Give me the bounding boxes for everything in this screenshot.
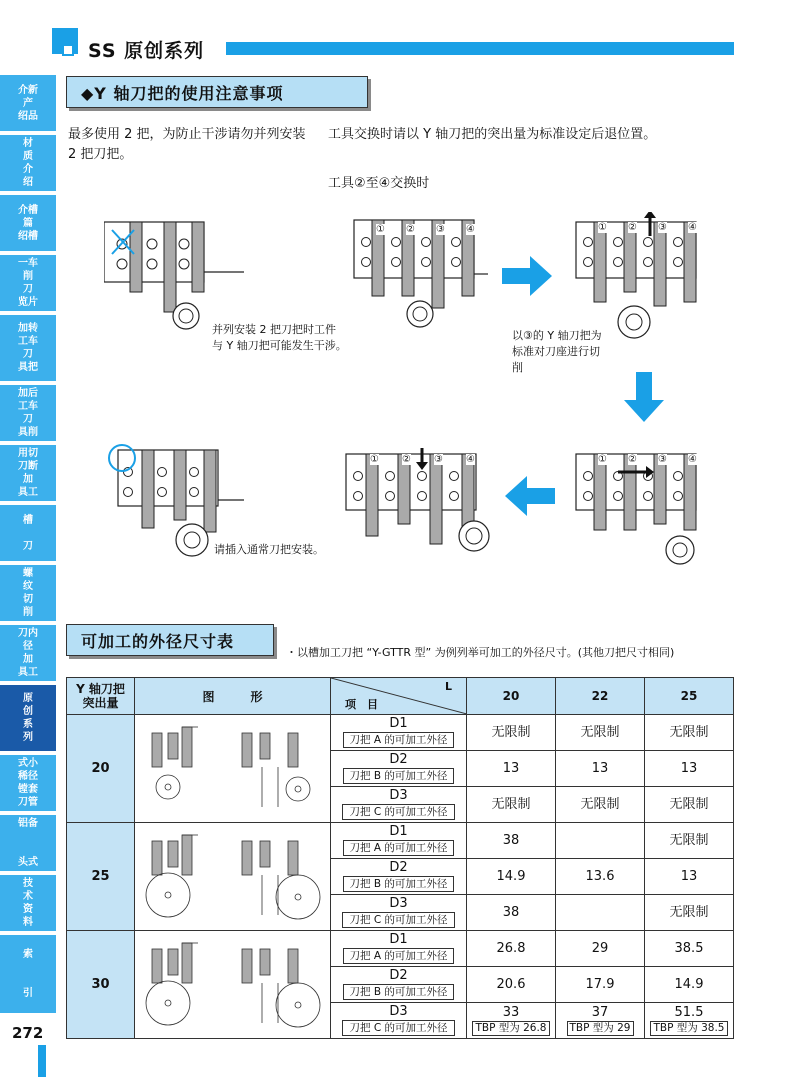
od-value-cell xyxy=(467,1003,556,1039)
sidebar-item-4[interactable]: 加转 工车 刀 具把 xyxy=(0,315,56,383)
item-description: 刀把 C 的可加工外径 xyxy=(342,1020,454,1036)
od-value-cell xyxy=(645,967,734,1003)
arrow-left xyxy=(505,476,555,520)
sidebar xyxy=(0,75,56,1035)
od-value-cell xyxy=(556,931,645,967)
sidebar-item-6[interactable]: 用切 刀断 加 具工 xyxy=(0,445,56,503)
arrow-right xyxy=(502,256,552,300)
item-code: D1 xyxy=(389,715,408,731)
slot-label: ② xyxy=(406,224,415,235)
item-cell xyxy=(331,931,467,967)
section-title-od-table: 可加工的外径尺寸表 xyxy=(66,624,274,656)
y-protrusion-value: 25 xyxy=(67,823,135,931)
od-value: 无限制 xyxy=(669,833,709,848)
header-size-25: 25 xyxy=(645,678,734,715)
od-value-cell xyxy=(645,1003,734,1039)
right-instruction-text: 工具交换时请以 Y 轴刀把的突出量为标准设定后退位置。 xyxy=(328,127,657,142)
item-description: 刀把 C 的可加工外径 xyxy=(342,912,454,928)
sidebar-item-1[interactable]: 材 质 介 绍 xyxy=(0,135,56,193)
od-value: 14.9 xyxy=(674,977,704,992)
sidebar-item-9[interactable]: 刀内 径 加 具工 xyxy=(0,625,56,683)
slot-label: ① xyxy=(598,222,607,233)
od-value-note: TBP 型为 26.8 xyxy=(472,1021,549,1036)
od-value-cell xyxy=(467,967,556,1003)
sidebar-item-8[interactable]: 螺 纹 切 削 xyxy=(0,565,56,623)
od-value: 33 xyxy=(502,1005,520,1020)
item-cell xyxy=(331,1003,467,1039)
od-value: 无限制 xyxy=(491,725,531,740)
od-value: 无限制 xyxy=(580,725,620,740)
od-value-cell xyxy=(556,1003,645,1039)
slot-label: ④ xyxy=(466,224,475,235)
slot-label: ③ xyxy=(434,454,443,465)
od-value: 37 xyxy=(591,1005,609,1020)
item-cell xyxy=(331,823,467,859)
item-cell xyxy=(331,787,467,823)
header-item: L 项 目 xyxy=(331,678,467,715)
od-value: 17.9 xyxy=(585,977,615,992)
od-value: 38 xyxy=(502,833,520,848)
slot-label: ① xyxy=(376,224,385,235)
od-value: 无限制 xyxy=(669,725,709,740)
slot-label: ③ xyxy=(436,224,445,235)
od-value-cell xyxy=(645,751,734,787)
od-value: 无限制 xyxy=(580,797,620,812)
header-y-protrusion: Y 轴刀把 突出量 xyxy=(67,678,135,715)
tool-layout-figure xyxy=(135,823,331,931)
sidebar-item-0[interactable]: 介新 产 绍品 xyxy=(0,75,56,133)
item-description: 刀把 A 的可加工外径 xyxy=(343,948,455,964)
header-figure: 图 形 xyxy=(135,678,331,715)
slot-label: ④ xyxy=(688,454,697,465)
sidebar-item-10[interactable]: 原 创 系 列 xyxy=(0,685,56,753)
sidebar-item-12[interactable]: 铝备 头式 xyxy=(0,815,56,873)
page-title: SS 原创系列 xyxy=(88,40,205,62)
od-value-cell xyxy=(645,895,734,931)
note-normal: 请插入通常刀把安装。 xyxy=(214,543,324,556)
od-value-cell xyxy=(556,859,645,895)
slot-label: ④ xyxy=(688,222,697,233)
item-code: D3 xyxy=(389,1003,408,1019)
od-value-cell xyxy=(645,931,734,967)
table-note: ・以槽加工刀把 “Y-GTTR 型” 为例列举可加工的外径尺寸。(其他刀把尺寸相同) xyxy=(286,646,675,659)
sidebar-item-14[interactable]: 索 引 xyxy=(0,935,56,1015)
sidebar-item-13[interactable]: 技 术 资 料 xyxy=(0,875,56,933)
item-code: D1 xyxy=(389,931,408,947)
slot-label: ③ xyxy=(658,222,667,233)
item-code: D3 xyxy=(389,895,408,911)
item-description: 刀把 B 的可加工外径 xyxy=(343,876,455,892)
item-description: 刀把 A 的可加工外径 xyxy=(343,732,455,748)
item-description: 刀把 A 的可加工外径 xyxy=(343,840,455,856)
tool-layout-figure xyxy=(135,715,331,823)
od-value: 13 xyxy=(591,761,609,776)
od-value-cell xyxy=(467,787,556,823)
slot-label: ④ xyxy=(466,454,475,465)
od-value-cell xyxy=(645,823,734,859)
sidebar-item-3[interactable]: 一车 削 刀 览片 xyxy=(0,255,56,313)
slot-label: ② xyxy=(402,454,411,465)
item-cell xyxy=(331,895,467,931)
od-value-cell xyxy=(645,859,734,895)
section-title-usage-notes: ◆Y 轴刀把的使用注意事项 xyxy=(66,76,368,108)
slot-label: ① xyxy=(598,454,607,465)
od-value: 13 xyxy=(502,761,520,776)
od-value: 无限制 xyxy=(491,797,531,812)
od-value-cell xyxy=(467,751,556,787)
od-value: 无限制 xyxy=(669,797,709,812)
item-code: D3 xyxy=(389,787,408,803)
left-instruction-text: 最多使用 2 把，为防止干涉请勿并列安装 2 把刀把。 xyxy=(68,127,306,162)
item-cell xyxy=(331,967,467,1003)
od-value-cell xyxy=(467,931,556,967)
sidebar-item-5[interactable]: 加后 工车 刀 具削 xyxy=(0,385,56,443)
od-dimension-table xyxy=(66,677,734,1039)
header-size-22: 22 xyxy=(556,678,645,715)
od-value-cell xyxy=(556,751,645,787)
od-value-cell xyxy=(467,895,556,931)
y-protrusion-value: 30 xyxy=(67,931,135,1039)
sidebar-bottom-bar xyxy=(38,1045,46,1077)
od-value: 无限制 xyxy=(669,905,709,920)
od-value: 13.6 xyxy=(585,869,615,884)
item-code: D2 xyxy=(389,751,408,767)
od-value: 51.5 xyxy=(674,1005,704,1020)
note-retract: 以③的 Y 轴刀把为 标准对刀座进行切 削 xyxy=(512,329,602,374)
od-value-cell xyxy=(556,715,645,751)
page-number: 272 xyxy=(12,1024,44,1042)
y-protrusion-value: 20 xyxy=(67,715,135,823)
od-value-cell xyxy=(467,715,556,751)
slot-label: ① xyxy=(370,454,379,465)
sidebar-item-7[interactable]: 槽 刀 xyxy=(0,505,56,563)
item-cell xyxy=(331,715,467,751)
od-value: 13 xyxy=(680,869,698,884)
item-cell xyxy=(331,751,467,787)
od-value: 13 xyxy=(680,761,698,776)
item-code: D1 xyxy=(389,823,408,839)
od-value-cell xyxy=(467,859,556,895)
item-description: 刀把 C 的可加工外径 xyxy=(342,804,454,820)
sidebar-item-2[interactable]: 介槽 篇 绍槽 xyxy=(0,195,56,253)
item-code: D2 xyxy=(389,967,408,983)
header-decor-square-small xyxy=(62,44,74,56)
item-description: 刀把 B 的可加工外径 xyxy=(343,768,455,784)
sidebar-item-11[interactable]: 式小 稀径 镗套 刀管 xyxy=(0,755,56,813)
diagram-slots-reset xyxy=(574,448,714,568)
slot-label: ② xyxy=(628,454,637,465)
header-bar xyxy=(226,42,734,55)
note-interference: 并列安装 2 把刀把时工件 与 Y 轴刀把可能发生干涉。 xyxy=(212,323,347,352)
od-value-note: TBP 型为 38.5 xyxy=(650,1021,727,1036)
diagram-interference xyxy=(104,212,254,332)
item-cell xyxy=(331,859,467,895)
od-value-cell xyxy=(467,823,556,859)
od-value-cell xyxy=(556,895,645,931)
od-value: 38 xyxy=(502,905,520,920)
od-value-cell xyxy=(645,787,734,823)
item-description: 刀把 B 的可加工外径 xyxy=(343,984,455,1000)
od-value-cell xyxy=(645,715,734,751)
item-code: D2 xyxy=(389,859,408,875)
exchange-caption: 工具②至④交换时 xyxy=(328,176,430,191)
od-value: 20.6 xyxy=(496,977,526,992)
od-value: 29 xyxy=(591,941,609,956)
arrow-down xyxy=(624,372,664,426)
od-value-cell xyxy=(556,823,645,859)
od-value: 26.8 xyxy=(496,941,526,956)
tool-layout-figure xyxy=(135,931,331,1039)
slot-label: ② xyxy=(628,222,637,233)
slot-label: ③ xyxy=(658,454,667,465)
od-value-cell xyxy=(556,787,645,823)
header-size-20: 20 xyxy=(467,678,556,715)
od-value-note: TBP 型为 29 xyxy=(567,1021,634,1036)
od-value-cell xyxy=(556,967,645,1003)
od-value: 14.9 xyxy=(496,869,526,884)
od-value: 38.5 xyxy=(674,941,704,956)
